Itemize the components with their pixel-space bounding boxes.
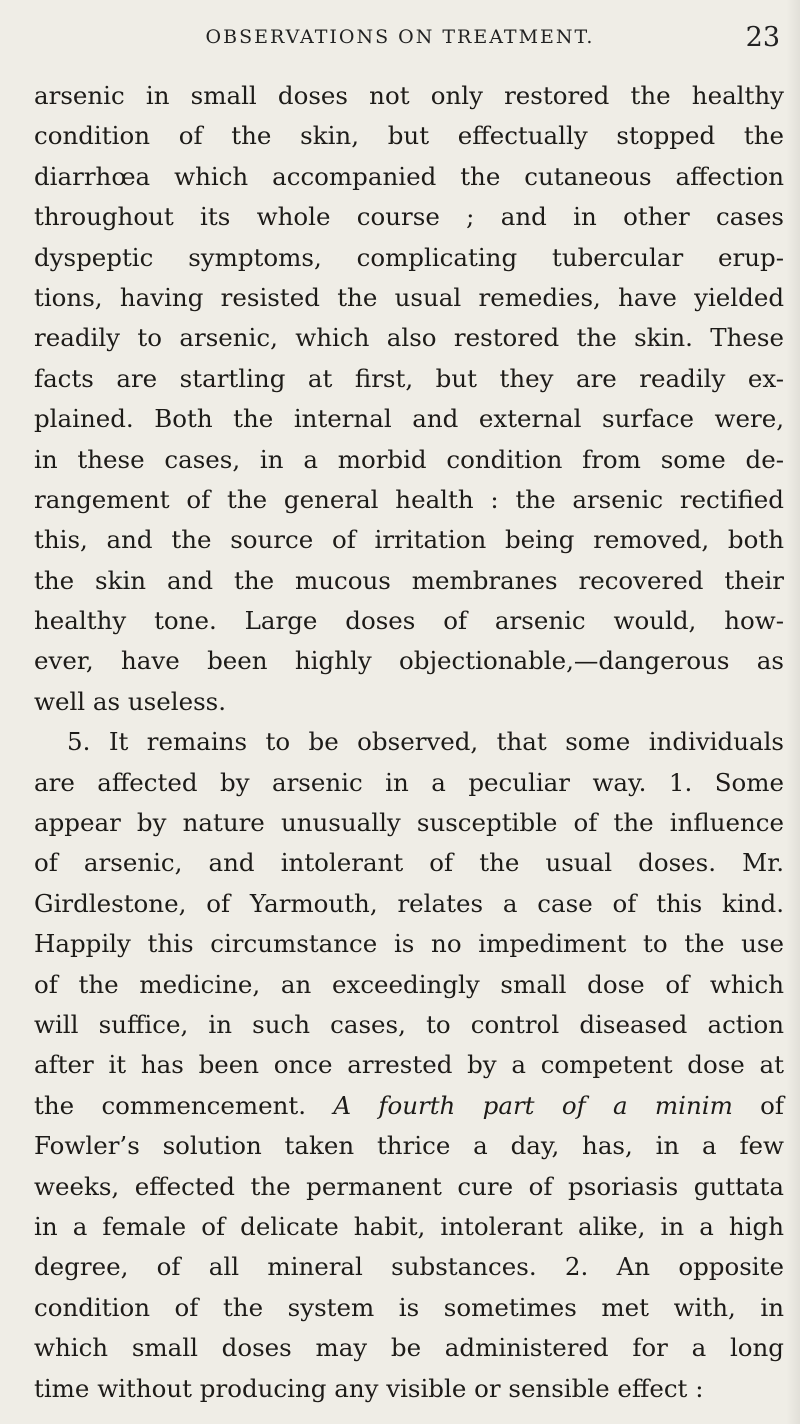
body-text bbox=[34, 76, 784, 1409]
text-line: dyspeptic symptoms, complicating tubercular erup- bbox=[34, 242, 784, 272]
text-line: condition of the skin, but effectually stopped the bbox=[34, 121, 784, 151]
text-line: facts are startling at first, but they are readily ex- bbox=[34, 363, 784, 393]
text-line: Girdlestone, of Yarmouth, relates a case of this kind. bbox=[34, 888, 784, 918]
text-line: ever, have been highly objectionable,—dangerous as bbox=[34, 646, 784, 676]
text-line: of arsenic, and intolerant of the usual doses. Mr. bbox=[34, 848, 784, 878]
page-number: 23 bbox=[745, 22, 780, 53]
text-line: in these cases, in a morbid condition from some de- bbox=[34, 444, 784, 474]
text-line: degree, of all mineral substances. 2. An opposite bbox=[34, 1252, 784, 1282]
text-line-with-italic bbox=[34, 1086, 784, 1126]
running-head: OBSERVATIONS ON TREATMENT. bbox=[205, 26, 595, 48]
text-line: after it has been once arrested by a competent dose at bbox=[34, 1050, 784, 1080]
text-line: diarrhœa which accompanied the cutaneous affection bbox=[34, 161, 784, 191]
text-line: in a female of delicate habit, intolerant alike, in a high bbox=[34, 1211, 784, 1241]
text-line: time without producing any visible or sensible effect : bbox=[34, 1373, 704, 1403]
text-line: Fowler’s solution taken thrice a day, has, in a few bbox=[34, 1131, 784, 1161]
text-line: plained. Both the internal and external surface were, bbox=[34, 404, 784, 434]
text-line: arsenic in small doses not only restored the healthy bbox=[34, 81, 784, 110]
text-line: the skin and the mucous membranes recovered their bbox=[34, 565, 784, 595]
text-segment: of bbox=[732, 1090, 784, 1120]
text-line: condition of the system is sometimes met with, in bbox=[34, 1292, 784, 1322]
text-line: appear by nature unusually susceptible of the influence bbox=[34, 808, 784, 838]
text-line: which small doses may be administered for a long bbox=[34, 1333, 784, 1363]
text-line: this, and the source of irritation being removed, both bbox=[34, 525, 784, 555]
text-line: are affected by arsenic in a peculiar way. 1. Some bbox=[34, 767, 784, 797]
text-line: throughout its whole course ; and in other cases bbox=[34, 202, 784, 232]
italic-phrase: A fourth part of a minim bbox=[333, 1090, 733, 1120]
text-line: weeks, effected the permanent cure of psoriasis guttata bbox=[34, 1171, 784, 1201]
text-line: of the medicine, an exceedingly small dose of which bbox=[34, 969, 784, 999]
text-line: Happily this circumstance is no impediment to the use bbox=[34, 929, 784, 959]
text-line: rangement of the general health : the arsenic rectified bbox=[34, 484, 784, 514]
text-line: healthy tone. Large doses of arsenic would, how- bbox=[34, 606, 784, 636]
text-line: readily to arsenic, which also restored the skin. These bbox=[34, 323, 784, 353]
text-line-paragraph-end: well as useless. bbox=[34, 686, 227, 716]
text-segment: the commencement. bbox=[34, 1090, 334, 1120]
text-line-paragraph-start: 5. It remains to be observed, that some individuals bbox=[67, 727, 784, 757]
text-line: will suffice, in such cases, to control diseased action bbox=[34, 1009, 784, 1039]
page-edge-shadow bbox=[786, 0, 800, 1424]
text-line: tions, having resisted the usual remedies, have yielded bbox=[34, 282, 784, 312]
